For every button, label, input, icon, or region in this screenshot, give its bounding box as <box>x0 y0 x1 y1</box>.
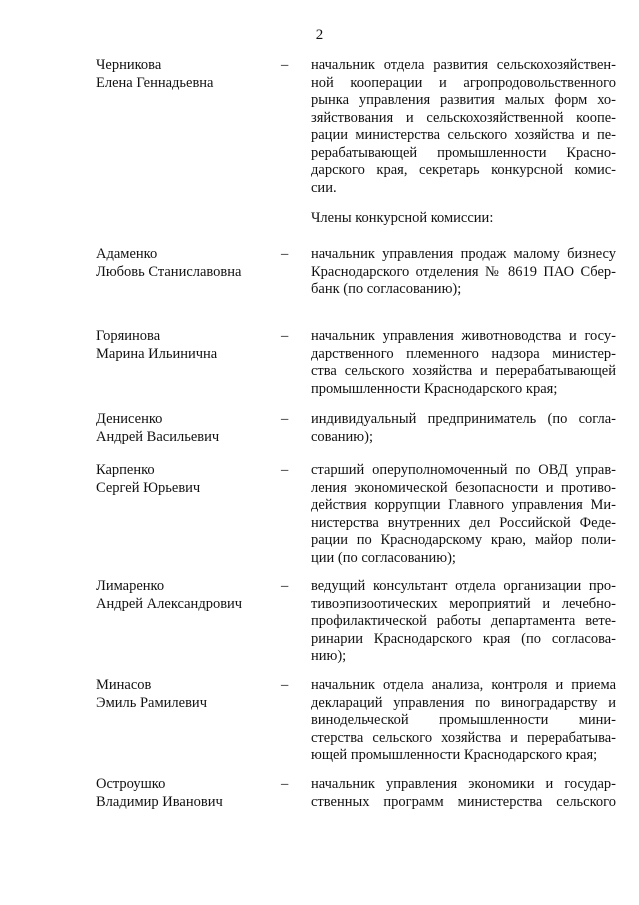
desc-line: дарственного племенного надзора министер- <box>311 345 616 362</box>
dash: – <box>281 411 289 427</box>
surname: Горяинова <box>96 328 161 344</box>
position-description <box>311 246 616 299</box>
desc-line: банк (по согласованию); <box>311 281 462 297</box>
dash: – <box>281 57 289 73</box>
given-names: Андрей Александрович <box>96 595 243 612</box>
desc-line: нистерства внутренних дел Российской Феде- <box>311 514 616 531</box>
person-name <box>96 462 266 497</box>
desc-line: сии. <box>311 179 337 196</box>
desc-line: рации по Краснодарскому краю, майор поли- <box>311 532 616 548</box>
surname: Лимаренко <box>96 578 165 594</box>
desc-line: деклараций управления по виноградарству и <box>311 694 616 711</box>
desc-line: начальник управления продаж малому бизнесу <box>311 246 616 262</box>
dash: – <box>281 246 289 262</box>
dash: – <box>281 328 289 344</box>
desc-line: Краснодарского отделения № 8619 ПАО Сбер- <box>311 263 616 280</box>
position-description <box>311 328 616 398</box>
dash: – <box>281 677 289 693</box>
person-name <box>96 246 266 281</box>
members-heading: Члены конкурсной комиссии: <box>311 210 494 226</box>
given-names: Любовь Станиславовна <box>96 263 242 280</box>
given-names: Владимир Иванович <box>96 793 223 810</box>
desc-line: промышленности Краснодарского края; <box>311 380 558 397</box>
dash: – <box>281 578 289 594</box>
desc-line: рынка управления развития малых форм хо- <box>311 92 616 108</box>
desc-line: ства сельского хозяйства и перерабатывающей <box>311 363 616 379</box>
desc-line: сованию); <box>311 428 373 445</box>
dash: – <box>281 776 289 792</box>
desc-line: рации министерства сельского хозяйства и пе- <box>311 127 616 143</box>
position-description <box>311 57 616 197</box>
desc-line: начальник отдела анализа, контроля и приема <box>311 677 616 693</box>
desc-line: начальник отдела развития сельскохозяйствен- <box>311 57 616 73</box>
person-name <box>96 57 266 92</box>
desc-line: ции (по согласованию); <box>311 549 456 566</box>
desc-line: ной кооперации и агропродовольственного <box>311 74 616 91</box>
position-description <box>311 462 616 567</box>
given-names: Андрей Васильевич <box>96 428 220 445</box>
position-description <box>311 677 616 765</box>
desc-line: ственных программ министерства сельского <box>311 793 616 810</box>
desc-line: ющей промышленности Краснодарского края; <box>311 747 598 763</box>
desc-line: начальник управления экономики и государ- <box>311 776 616 792</box>
desc-line: нию); <box>311 648 347 664</box>
person-name <box>96 328 266 363</box>
desc-line: профилактической работы департамента вете- <box>311 613 616 629</box>
given-names: Эмиль Рамилевич <box>96 694 207 711</box>
given-names: Сергей Юрьевич <box>96 479 201 496</box>
desc-line: рерабатывающей промышленности Красно- <box>311 144 616 161</box>
surname: Минасов <box>96 677 152 693</box>
desc-line: начальник управления животноводства и госу- <box>311 328 616 344</box>
given-names: Елена Геннадьевна <box>96 74 214 91</box>
page-number: 2 <box>315 27 324 43</box>
position-description <box>311 776 616 811</box>
desc-line: зяйствования и сельскохозяйственной коопе- <box>311 109 616 126</box>
surname: Денисенко <box>96 411 163 427</box>
desc-line: стерства сельского хозяйства и перерабатыва- <box>311 729 616 746</box>
desc-line: дарского края, секретарь конкурсной комис- <box>311 162 616 178</box>
dash: – <box>281 462 289 478</box>
given-names: Марина Ильинична <box>96 345 218 362</box>
desc-line: старший оперуполномоченный по ОВД управ- <box>311 462 616 478</box>
desc-line: ринарии Краснодарского края (по согласова- <box>311 630 616 647</box>
desc-line: тивоэпизоотических мероприятий и лечебно- <box>311 595 616 612</box>
surname: Карпенко <box>96 462 155 478</box>
desc-line: действия коррупции Главного управления Ми- <box>311 497 616 513</box>
person-name <box>96 776 266 811</box>
surname: Черникова <box>96 57 162 73</box>
desc-line: ведущий консультант отдела организации про- <box>311 578 616 594</box>
position-description <box>311 578 616 666</box>
person-name <box>96 677 266 712</box>
surname: Остроушко <box>96 776 166 792</box>
desc-line: винодельческой промышленности мини- <box>311 712 616 728</box>
person-name <box>96 411 266 446</box>
desc-line: индивидуальный предприниматель (по согла- <box>311 411 616 427</box>
position-description <box>311 411 616 446</box>
desc-line: ления экономической безопасности и противо- <box>311 479 616 496</box>
surname: Адаменко <box>96 246 158 262</box>
person-name <box>96 578 266 613</box>
